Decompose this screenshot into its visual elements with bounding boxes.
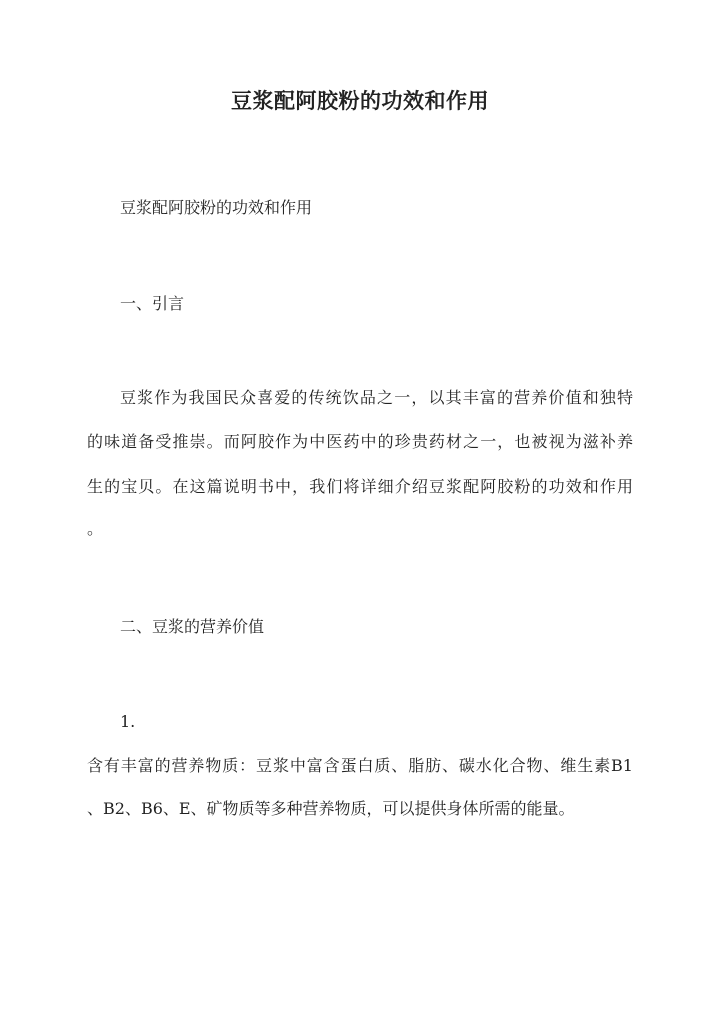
- document-title: 豆浆配阿胶粉的功效和作用: [231, 88, 489, 113]
- list-item-line: 、B2、B6、E、矿物质等多种营养物质，可以提供身体所需的能量。: [87, 799, 575, 818]
- list-item-line: 含有丰富的营养物质：豆浆中富含蛋白质、脂肪、碳水化合物、维生素B1: [87, 756, 633, 775]
- section-heading-intro: 一、引言: [120, 294, 185, 313]
- paragraph-line: 的味道备受推崇。而阿胶作为中医药中的珍贵药材之一，也被视为滋补养: [87, 432, 633, 451]
- paragraph-line: 豆浆作为我国民众喜爱的传统饮品之一，以其丰富的营养价值和独特: [120, 388, 633, 407]
- list-item-number: 1.: [120, 712, 136, 731]
- document-subtitle: 豆浆配阿胶粉的功效和作用: [120, 198, 313, 217]
- paragraph-line: 生的宝贝。在这篇说明书中，我们将详细介绍豆浆配阿胶粉的功效和作用: [87, 477, 633, 496]
- section-heading-nutrition: 二、豆浆的营养价值: [120, 617, 265, 636]
- paragraph-line: 。: [87, 519, 104, 538]
